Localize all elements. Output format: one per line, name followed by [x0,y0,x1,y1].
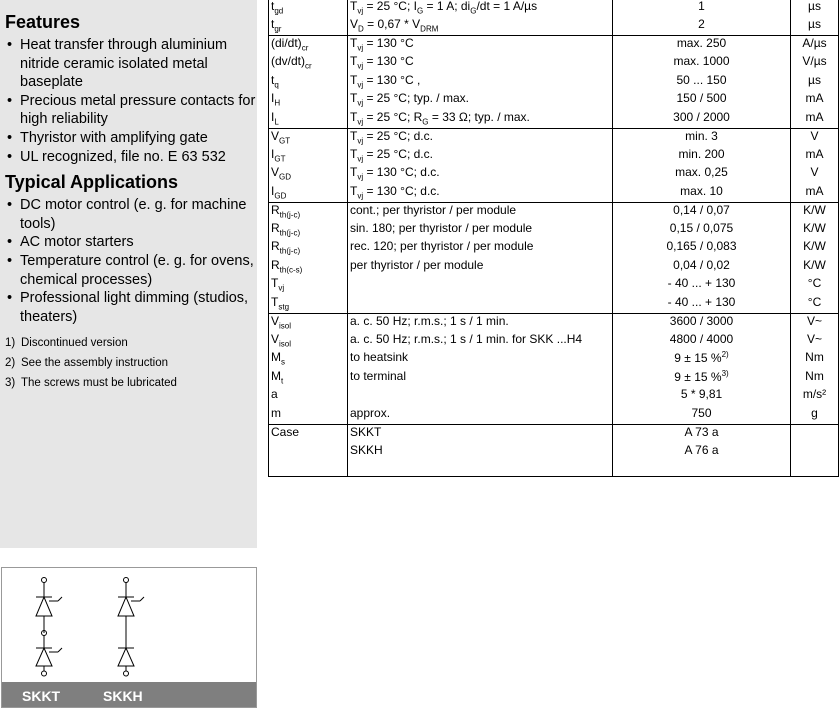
param-symbol: $V_{GT}$ [269,128,348,147]
param-value: max. 250 [613,36,791,55]
table-row [269,239,839,258]
param-symbol: $t_{gr}$ [269,17,348,36]
list-item: • Thyristor with amplifying gate [5,129,257,148]
param-condition: approx. [348,406,613,425]
param-symbol: $R_{th(j-c)}$ [269,239,348,258]
param-value: max. 10 [613,184,791,203]
param-condition: per thyristor / per module [348,258,613,277]
list-item: • Heat transfer through aluminium nitride ceramic isolated metal baseplate [5,36,257,92]
param-symbol: Case [269,424,348,443]
param-condition [348,276,613,295]
param-unit [791,424,839,443]
param-symbol: $(dv/dt)_{cr}$ [269,54,348,73]
param-unit: mA [791,184,839,203]
param-unit: Nm [791,369,839,388]
param-value: A 76 a [613,443,791,477]
param-condition: cont.; per thyristor / per module [348,202,613,221]
param-unit: V~ [791,332,839,351]
param-condition [348,295,613,314]
footnote: 3) The screws must be lubricated [5,377,177,390]
param-condition: to heatsink [348,350,613,369]
param-value: 9 ± 15 %$^{2)}$ [613,350,791,369]
param-condition: $T_{vj} = 25$ °C; d.c. [348,128,613,147]
param-condition: a. c. 50 Hz; r.m.s.; 1 s / 1 min. for SKK ...H4 [348,332,613,351]
diagram-label-bar [2,682,256,707]
param-condition: $V_D = 0,67 * V_{DRM}$ [348,17,613,36]
footnotes [5,333,257,393]
applications-list [5,196,257,326]
param-condition: $T_{vj} = 25$ °C; typ. / max. [348,91,613,110]
param-symbol: $V_{isol}$ [269,332,348,351]
param-condition: $T_{vj} = 130$ °C; d.c. [348,184,613,203]
param-symbol: $I_H$ [269,91,348,110]
param-condition: $T_{vj} = 130$ °C [348,36,613,55]
param-symbol: $T_{stg}$ [269,295,348,314]
footnote: 2) See the assembly instruction [5,357,169,370]
param-symbol: $t_{gd}$ [269,0,348,17]
table-row [269,276,839,295]
param-value: 5 * 9,81 [613,387,791,406]
param-unit: K/W [791,239,839,258]
param-symbol: $V_{isol}$ [269,313,348,332]
table-row [269,165,839,184]
param-unit: Nm [791,350,839,369]
param-condition: SKKH [348,443,613,477]
param-symbol: $I_{GD}$ [269,184,348,203]
param-value: - 40 ... + 130 [613,295,791,314]
param-value: 50 ... 150 [613,73,791,92]
footnote: 1) Discontinued version [5,337,128,350]
table-row [269,147,839,166]
table-row [269,91,839,110]
table-row [269,443,839,477]
param-condition: $T_{vj} = 25$ °C; $R_G = 33$ Ω; typ. / max. [348,110,613,129]
param-symbol: $T_{vj}$ [269,276,348,295]
param-value: 2 [613,17,791,36]
table-row [269,369,839,388]
table-row [269,295,839,314]
param-value: 0,04 / 0,02 [613,258,791,277]
param-symbol: $t_q$ [269,73,348,92]
table-row [269,36,839,55]
param-condition: $T_{vj} = 25$ °C; d.c. [348,147,613,166]
param-unit: K/W [791,202,839,221]
table-row [269,258,839,277]
specification-table [268,0,839,477]
features-heading: Features [5,12,81,32]
param-unit: µs [791,0,839,17]
list-item: • Temperature control (e. g. for ovens, chemical processes) [5,252,257,289]
param-condition: a. c. 50 Hz; r.m.s.; 1 s / 1 min. [348,313,613,332]
param-unit: K/W [791,258,839,277]
param-unit: K/W [791,221,839,240]
param-symbol [269,443,348,477]
applications-heading: Typical Applications [5,172,179,193]
table-row [269,313,839,332]
list-item: • AC motor starters [5,233,257,252]
table-row [269,424,839,443]
param-condition: rec. 120; per thyristor / per module [348,239,613,258]
param-unit: g [791,406,839,425]
table-row [269,0,839,17]
param-unit: V [791,128,839,147]
param-value: 750 [613,406,791,425]
param-condition: sin. 180; per thyristor / per module [348,221,613,240]
param-unit: mA [791,147,839,166]
param-value: 4800 / 4000 [613,332,791,351]
param-value: 0,15 / 0,075 [613,221,791,240]
list-item: • DC motor control (e. g. for machine tools) [5,196,257,233]
param-value: max. 1000 [613,54,791,73]
diagram-label-skkt: SKKT [22,688,61,704]
param-value: 300 / 2000 [613,110,791,129]
param-unit: °C [791,295,839,314]
param-condition: $T_{vj} = 130$ °C [348,54,613,73]
param-symbol: a [269,387,348,406]
param-unit: A/µs [791,36,839,55]
table-row [269,406,839,425]
param-unit: V~ [791,313,839,332]
table-row [269,17,839,36]
param-value: - 40 ... + 130 [613,276,791,295]
param-value: 0,165 / 0,083 [613,239,791,258]
table-row [269,128,839,147]
table-row [269,184,839,203]
param-symbol: $I_L$ [269,110,348,129]
param-symbol: $(di/dt)_{cr}$ [269,36,348,55]
param-unit: µs [791,73,839,92]
thyristor-circuit-diagram [2,568,256,683]
param-condition: $T_{vj} = 25$ °C; $I_G = 1$ A; $di_G/dt = 1$ A/µs [348,0,613,17]
param-symbol: $M_t$ [269,369,348,388]
table-row [269,73,839,92]
param-unit: °C [791,276,839,295]
param-value: min. 3 [613,128,791,147]
circuit-diagram-box [1,567,257,708]
features-panel [0,0,257,548]
table-row [269,387,839,406]
param-unit: V/µs [791,54,839,73]
param-value: 1 [613,0,791,17]
param-value: 9 ± 15 %$^{3)}$ [613,369,791,388]
param-condition [348,387,613,406]
param-condition: to terminal [348,369,613,388]
list-item: • Professional light dimming (studios, theaters) [5,289,257,326]
param-symbol: $R_{th(c-s)}$ [269,258,348,277]
param-condition: SKKT [348,424,613,443]
param-symbol: $R_{th(j-c)}$ [269,202,348,221]
param-value: 0,14 / 0,07 [613,202,791,221]
param-unit: mA [791,91,839,110]
table-row [269,54,839,73]
param-symbol: m [269,406,348,425]
param-symbol: $I_{GT}$ [269,147,348,166]
param-value: max. 0,25 [613,165,791,184]
param-unit [791,443,839,477]
param-value: 3600 / 3000 [613,313,791,332]
param-unit: V [791,165,839,184]
param-condition: $T_{vj} = 130$ °C; d.c. [348,165,613,184]
table-row [269,221,839,240]
param-symbol: $M_s$ [269,350,348,369]
diagram-label-skkh: SKKH [103,688,143,704]
param-unit: µs [791,17,839,36]
param-value: A 73 a [613,424,791,443]
param-value: 150 / 500 [613,91,791,110]
list-item: • UL recognized, file no. E 63 532 [5,148,257,167]
param-unit: mA [791,110,839,129]
table-row [269,110,839,129]
param-symbol: $R_{th(j-c)}$ [269,221,348,240]
table-row [269,202,839,221]
table-row [269,332,839,351]
param-condition: $T_{vj} = 130$ °C , [348,73,613,92]
list-item: • Precious metal pressure contacts for high reliability [5,92,257,129]
param-value: min. 200 [613,147,791,166]
features-list [5,36,257,166]
table-row [269,350,839,369]
param-unit: m/s² [791,387,839,406]
param-symbol: $V_{GD}$ [269,165,348,184]
